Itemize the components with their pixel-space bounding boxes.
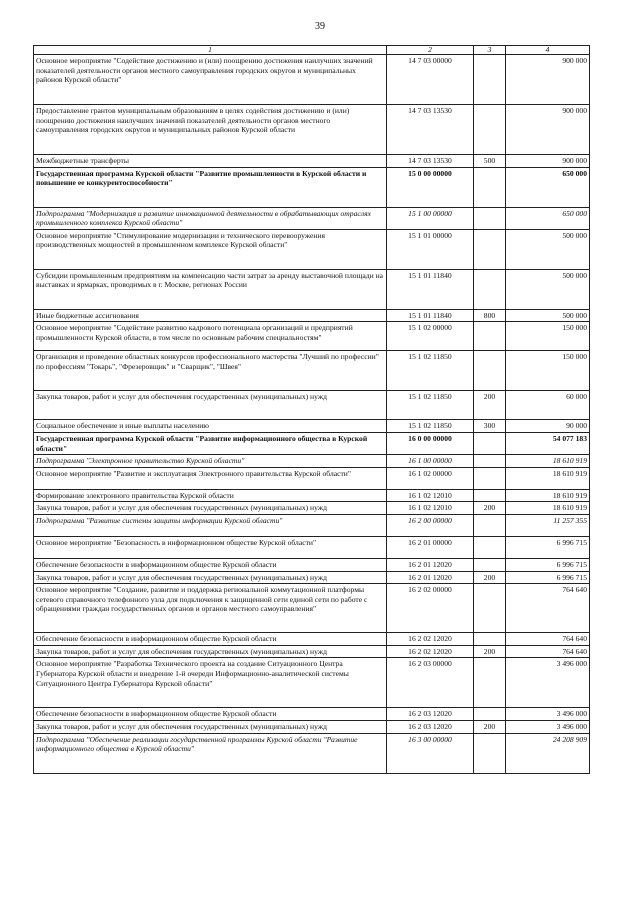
row-type-cell [474, 432, 506, 454]
table-row [34, 467, 590, 489]
row-type-cell [474, 514, 506, 536]
row-code-cell: 16 1 00 00000 [387, 455, 474, 468]
row-sum-cell: 11 257 355 [506, 514, 590, 536]
row-name-cell: Межбюджетные трансферты [34, 155, 387, 168]
row-sum-cell: 900 000 [506, 105, 590, 155]
table-row [34, 633, 590, 646]
row-name-cell: Государственная программа Курской области "Развитие промышленности в Курской области и повышение ее конкурентоспособности" [34, 167, 387, 207]
row-code-cell: 14 7 03 13530 [387, 155, 474, 168]
row-sum-cell: 18 610 919 [506, 502, 590, 515]
row-name-cell: Закупка товаров, работ и услуг для обеспечения государственных (муниципальных) нужд [34, 571, 387, 584]
table-body [34, 55, 590, 774]
row-sum-cell: 3 496 000 [506, 658, 590, 708]
row-code-cell: 16 2 01 12020 [387, 571, 474, 584]
row-name-cell: Социальное обеспечение и иные выплаты населению [34, 420, 387, 433]
table-row [34, 708, 590, 721]
row-name-cell: Подпрограмма "Обеспечение реализации государственной программы Курской области "Развитие информационного общества в Курской области" [34, 733, 387, 773]
row-name-cell: Организация и проведение областных конкурсов профессионального мастерства "Лучший по профессии" по профессиям "Токарь", "Фрезеровщик" и "Сварщик", "Швея" [34, 351, 387, 391]
row-sum-cell: 650 000 [506, 167, 590, 207]
row-type-cell: 800 [474, 309, 506, 322]
header-col-2: 2 [387, 46, 474, 55]
row-code-cell: 16 2 03 00000 [387, 658, 474, 708]
row-code-cell: 16 2 01 00000 [387, 536, 474, 558]
table-row [34, 55, 590, 105]
row-code-cell: 16 1 02 00000 [387, 467, 474, 489]
row-type-cell: 200 [474, 502, 506, 515]
table-row [34, 105, 590, 155]
table-row [34, 455, 590, 468]
row-type-cell [474, 55, 506, 105]
row-type-cell [474, 733, 506, 773]
row-name-cell: Обеспечение безопасности в информационном обществе Курской области [34, 558, 387, 571]
row-code-cell: 16 2 02 00000 [387, 584, 474, 633]
table-row [34, 720, 590, 733]
row-name-cell: Обеспечение безопасности в информационном обществе Курской области [34, 708, 387, 721]
header-row [34, 46, 590, 55]
row-sum-cell: 500 000 [506, 309, 590, 322]
row-code-cell: 15 1 02 11850 [387, 391, 474, 420]
header-col-3: 3 [474, 46, 506, 55]
row-sum-cell: 764 640 [506, 584, 590, 633]
table-row [34, 658, 590, 708]
table-row [34, 432, 590, 454]
row-name-cell: Основное мероприятие "Развитие и эксплуатация Электронного правительства Курской области" [34, 467, 387, 489]
row-code-cell: 16 1 02 12010 [387, 502, 474, 515]
row-code-cell: 16 2 01 12020 [387, 558, 474, 571]
row-name-cell: Подпрограмма "Модернизация и развитие инновационной деятельности в обрабатывающих отраслях промышленного комплекса Курской области" [34, 207, 387, 229]
row-name-cell: Закупка товаров, работ и услуг для обеспечения государственных (муниципальных) нужд [34, 502, 387, 515]
table-row [34, 155, 590, 168]
row-code-cell: 16 1 02 12010 [387, 489, 474, 502]
row-sum-cell: 60 000 [506, 391, 590, 420]
row-name-cell: Субсидии промышленным предприятиям на компенсацию части затрат за аренду выставочной площади на выставках и ярмарках, проводимых в г. Москве, регионах России [34, 269, 387, 309]
table-row [34, 645, 590, 658]
row-code-cell: 15 1 01 00000 [387, 229, 474, 269]
row-type-cell [474, 322, 506, 351]
row-code-cell: 16 2 03 12020 [387, 720, 474, 733]
row-type-cell [474, 351, 506, 391]
row-sum-cell: 650 000 [506, 207, 590, 229]
row-code-cell: 15 1 01 11840 [387, 269, 474, 309]
table-row [34, 207, 590, 229]
header-col-4: 4 [506, 46, 590, 55]
row-code-cell: 14 7 03 00000 [387, 55, 474, 105]
row-type-cell [474, 229, 506, 269]
row-name-cell: Подпрограмма "Развитие системы защиты информации Курской области" [34, 514, 387, 536]
row-sum-cell: 500 000 [506, 269, 590, 309]
row-sum-cell: 6 996 715 [506, 536, 590, 558]
row-sum-cell: 3 496 000 [506, 708, 590, 721]
row-sum-cell: 500 000 [506, 229, 590, 269]
budget-table [33, 45, 590, 774]
row-name-cell: Закупка товаров, работ и услуг для обеспечения государственных (муниципальных) нужд [34, 391, 387, 420]
row-type-cell [474, 584, 506, 633]
row-type-cell [474, 467, 506, 489]
row-code-cell: 14 7 03 13530 [387, 105, 474, 155]
table-row [34, 229, 590, 269]
row-name-cell: Основное мероприятие "Содействие развитию кадрового потенциала организаций и предприятий промышленности Курской области, в том числе по основным рабочим специальностям" [34, 322, 387, 351]
table-row [34, 391, 590, 420]
row-name-cell: Закупка товаров, работ и услуг для обеспечения государственных (муниципальных) нужд [34, 720, 387, 733]
table-row [34, 502, 590, 515]
row-code-cell: 16 2 03 12020 [387, 708, 474, 721]
row-name-cell: Основное мероприятие "Разработка Технического проекта на создание Ситуационного Центра Губернатора Курской области и внедрение 1-й очереди Информационно-аналитической системы Ситуационного Центра Губернатора Курской области" [34, 658, 387, 708]
row-sum-cell: 900 000 [506, 155, 590, 168]
row-type-cell: 200 [474, 571, 506, 584]
row-sum-cell: 150 000 [506, 351, 590, 391]
row-sum-cell: 900 000 [506, 55, 590, 105]
row-type-cell [474, 269, 506, 309]
row-sum-cell: 6 996 715 [506, 571, 590, 584]
row-name-cell: Основное мероприятие "Стимулирование модернизации и технического перевооружения производственных мощностей в промышленном комплексе Курской области" [34, 229, 387, 269]
row-type-cell [474, 558, 506, 571]
table-row [34, 420, 590, 433]
row-type-cell [474, 489, 506, 502]
row-code-cell: 16 2 02 12020 [387, 645, 474, 658]
row-type-cell [474, 658, 506, 708]
table-row [34, 351, 590, 391]
table-row [34, 558, 590, 571]
row-sum-cell: 3 496 000 [506, 720, 590, 733]
row-code-cell: 15 0 00 00000 [387, 167, 474, 207]
row-sum-cell: 18 610 919 [506, 489, 590, 502]
row-sum-cell: 18 610 919 [506, 467, 590, 489]
table-row [34, 584, 590, 633]
row-sum-cell: 150 000 [506, 322, 590, 351]
row-name-cell: Закупка товаров, работ и услуг для обеспечения государственных (муниципальных) нужд [34, 645, 387, 658]
row-code-cell: 16 2 00 00000 [387, 514, 474, 536]
row-sum-cell: 90 000 [506, 420, 590, 433]
row-type-cell: 500 [474, 155, 506, 168]
row-type-cell [474, 633, 506, 646]
row-name-cell: Обеспечение безопасности в информационном обществе Курской области [34, 633, 387, 646]
row-sum-cell: 764 640 [506, 645, 590, 658]
table-row [34, 733, 590, 773]
table-row [34, 489, 590, 502]
table-row [34, 269, 590, 309]
row-code-cell: 16 2 02 12020 [387, 633, 474, 646]
row-name-cell: Основное мероприятие "Содействие достижению и (или) поощрению достижения наилучших значений показателей деятельности органов местного самоуправления городских округов и муниципальных районов Курской области" [34, 55, 387, 105]
row-name-cell: Основное мероприятие "Создание, развитие и поддержка региональной коммутационной платформы сетевого справочного телефонного узла для подключения к защищенной сети единой сети по работе с обращениями граждан государственных органов и органов местного самоуправления" [34, 584, 387, 633]
row-type-cell: 300 [474, 420, 506, 433]
row-code-cell: 15 1 02 00000 [387, 322, 474, 351]
row-sum-cell: 6 996 715 [506, 558, 590, 571]
row-code-cell: 15 1 02 11850 [387, 420, 474, 433]
row-name-cell: Формирование электронного правительства Курской области [34, 489, 387, 502]
row-sum-cell: 764 640 [506, 633, 590, 646]
row-name-cell: Подпрограмма "Электронное правительство Курской области" [34, 455, 387, 468]
row-sum-cell: 18 610 919 [506, 455, 590, 468]
row-sum-cell: 24 208 909 [506, 733, 590, 773]
row-code-cell: 16 0 00 00000 [387, 432, 474, 454]
table-row [34, 571, 590, 584]
header-col-1: 1 [34, 46, 387, 55]
row-code-cell: 15 1 00 00000 [387, 207, 474, 229]
row-name-cell: Государственная программа Курской области "Развитие информационного общества в Курской области" [34, 432, 387, 454]
row-type-cell: 200 [474, 720, 506, 733]
row-name-cell: Предоставление грантов муниципальным образованиям в целях содействия достижению и (или) поощрению достижения наилучших значений показателей деятельности органов местного самоуправления городских округов и муниципальных районов Курской области [34, 105, 387, 155]
table-row [34, 322, 590, 351]
row-name-cell: Иные бюджетные ассигнования [34, 309, 387, 322]
row-sum-cell: 54 077 183 [506, 432, 590, 454]
row-code-cell: 15 1 01 11840 [387, 309, 474, 322]
row-type-cell [474, 536, 506, 558]
table-row [34, 309, 590, 322]
page-number: 39 [315, 21, 325, 32]
row-type-cell [474, 167, 506, 207]
table-row [34, 536, 590, 558]
row-type-cell [474, 708, 506, 721]
table-row [34, 167, 590, 207]
row-code-cell: 15 1 02 11850 [387, 351, 474, 391]
row-type-cell: 200 [474, 645, 506, 658]
row-code-cell: 16 3 00 00000 [387, 733, 474, 773]
table-row [34, 514, 590, 536]
row-type-cell [474, 207, 506, 229]
row-type-cell: 200 [474, 391, 506, 420]
row-type-cell [474, 455, 506, 468]
row-name-cell: Основное мероприятие "Безопасность в информационном обществе Курской области" [34, 536, 387, 558]
row-type-cell [474, 105, 506, 155]
